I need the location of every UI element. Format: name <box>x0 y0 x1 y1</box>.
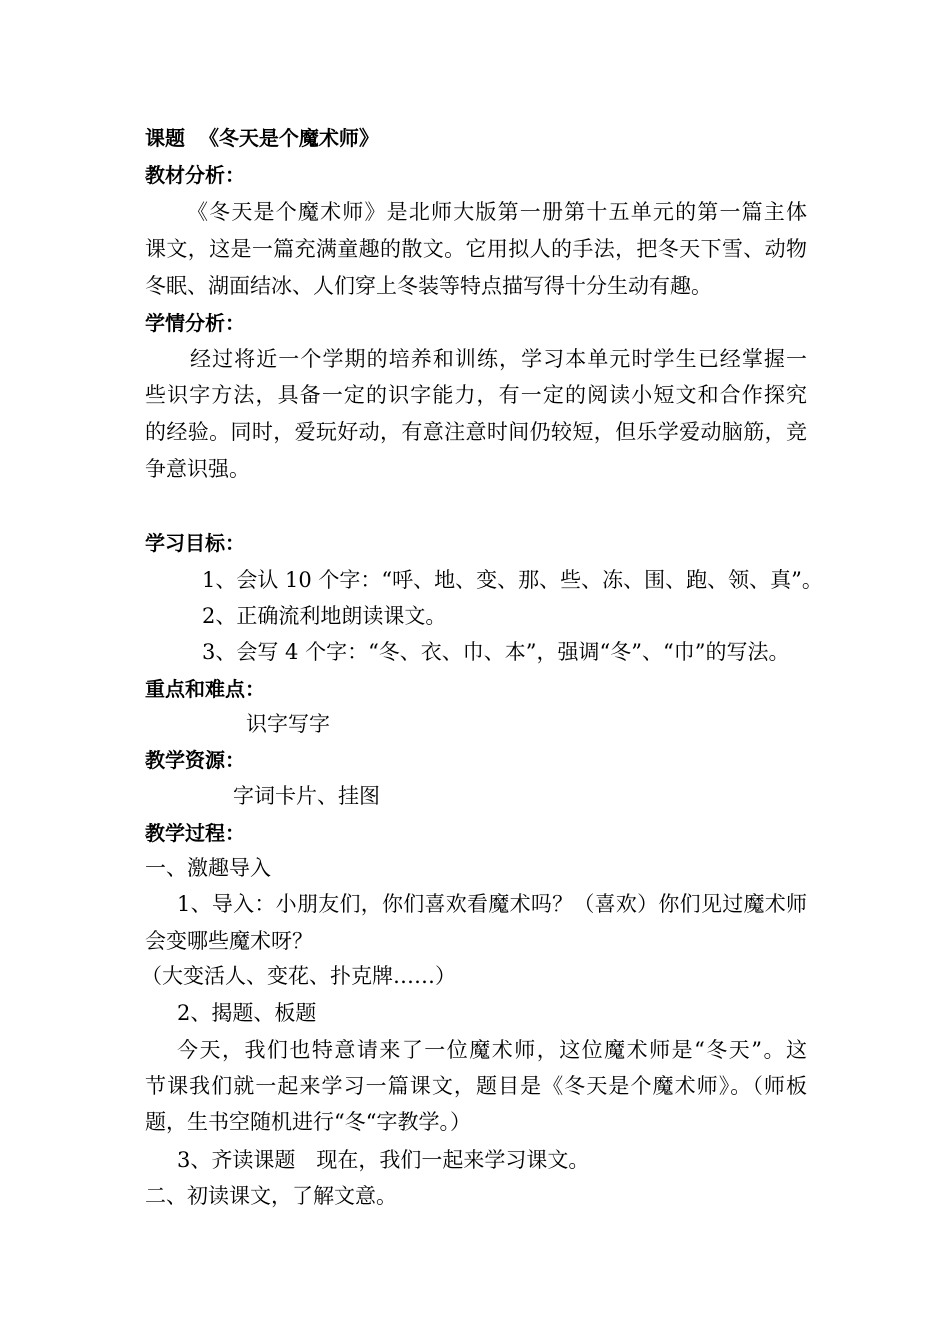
heading-key-points: 重点和难点： <box>145 677 265 701</box>
material-line-3: 冬眠、湖面结冰、人们穿上冬装等特点描写得十分生动有趣。 <box>145 274 712 298</box>
process-line-8: 题，生书空随机进行“冬“字教学。） <box>145 1110 471 1134</box>
material-line-1: 《冬天是个魔术师》是北师大版第一册第十五单元的第一篇主体 <box>187 200 807 224</box>
goal-item-3: 3、会写 4 个字：“冬、衣、巾、本”，强调“冬”、“巾”的写法。 <box>202 640 790 664</box>
heading-material-analysis: 教材分析： <box>145 163 245 187</box>
process-section-2: 二、初读课文，了解文意。 <box>145 1184 397 1208</box>
title-label: 课题 <box>145 126 185 150</box>
key-points-text: 识字写字 <box>246 712 330 736</box>
heading-resources: 教学资源： <box>145 748 245 772</box>
process-line-2: 1、导入：小朋友们，你们喜欢看魔术吗？（喜欢）你们见过魔术师 <box>177 892 807 916</box>
process-line-4: （大变活人、变花、扑克牌……） <box>141 964 456 988</box>
process-line-5: 2、揭题、板题 <box>177 1001 317 1025</box>
students-line-2: 些识字方法，具备一定的识字能力，有一定的阅读小短文和合作探究 <box>145 383 807 407</box>
process-line-3: 会变哪些魔术呀？ <box>145 929 313 953</box>
heading-student-analysis: 学情分析： <box>145 311 245 335</box>
title-text: 《冬天是个魔术师》 <box>198 126 379 150</box>
process-line-6: 今天，我们也特意请来了一位魔术师，这位魔术师是“冬天”。这 <box>177 1038 807 1062</box>
process-line-7: 节课我们就一起来学习一篇课文，题目是《冬天是个魔术师》。（师板 <box>145 1074 807 1098</box>
students-line-3: 的经验。同时，爱玩好动，有意注意时间仍较短，但乐学爱动脑筋，竞 <box>145 420 807 444</box>
lesson-title <box>145 124 379 152</box>
process-section-1: 一、激趣导入 <box>145 856 271 880</box>
material-line-2: 课文，这是一篇充满童趣的散文。它用拟人的手法，把冬天下雪、动物 <box>145 237 807 261</box>
heading-learning-goals: 学习目标： <box>145 531 245 555</box>
goal-item-2: 2、正确流利地朗读课文。 <box>202 604 447 628</box>
process-line-9: 3、齐读课题 现在，我们一起来学习课文。 <box>177 1148 590 1172</box>
goal-item-1: 1、会认 10 个字：“呼、地、变、那、些、冻、围、跑、领、真”。 <box>202 568 823 592</box>
students-line-4: 争意识强。 <box>145 457 250 481</box>
resources-text: 字词卡片、挂图 <box>233 784 380 808</box>
students-line-1: 经过将近一个学期的培养和训练，学习本单元时学生已经掌握一 <box>190 347 807 371</box>
heading-teaching-process: 教学过程： <box>145 821 245 845</box>
